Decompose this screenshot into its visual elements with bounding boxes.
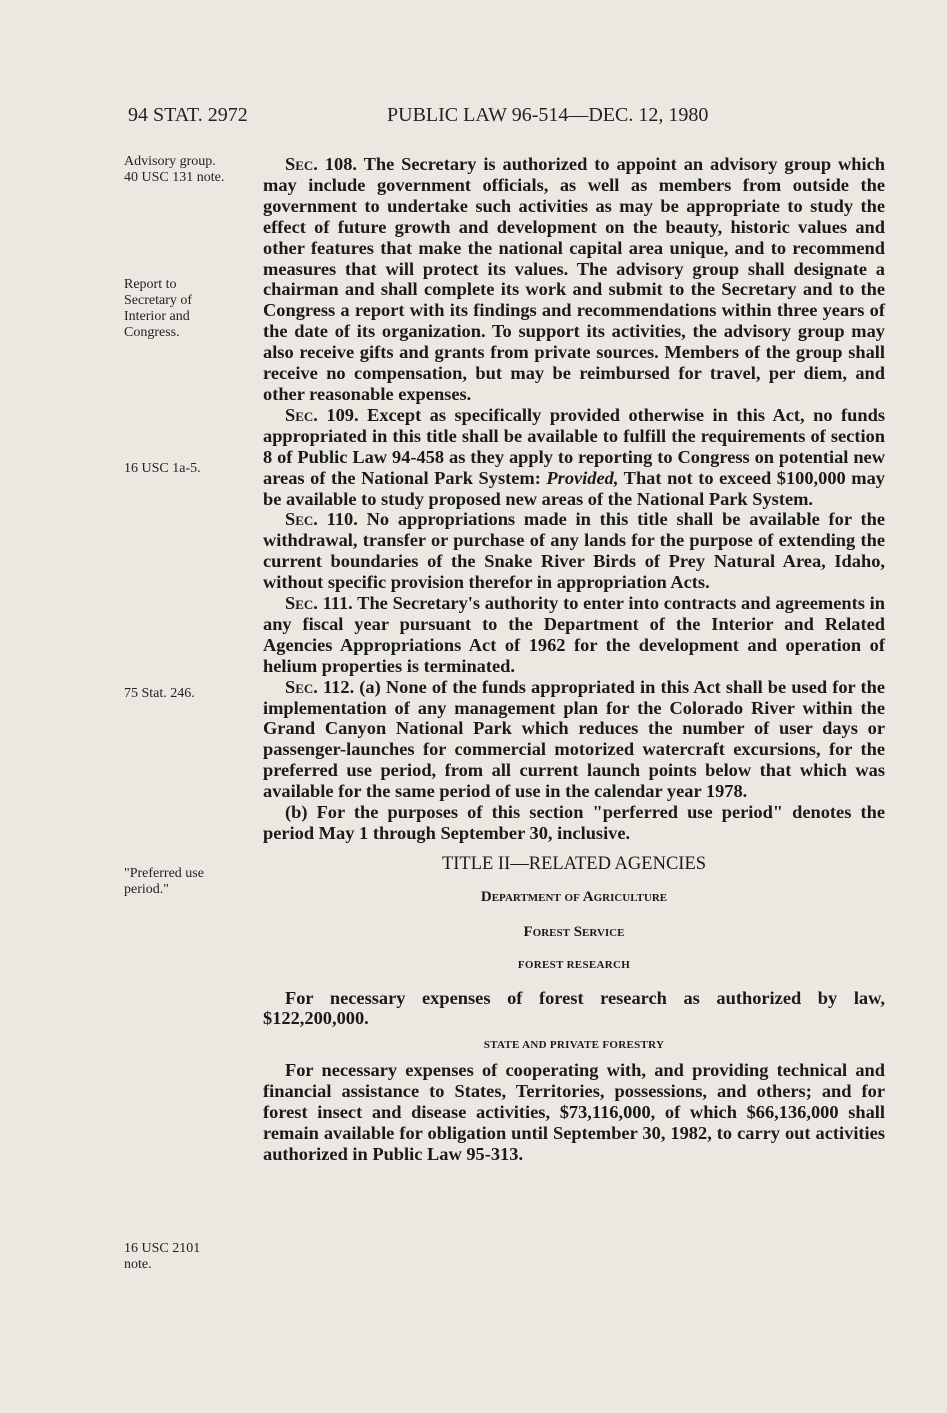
margin-note-line: 16 USC 2101: [124, 1241, 201, 1256]
forest-research-paragraph: For necessary expenses of forest research as authorized by law, $122,200,000.: [263, 987, 885, 1029]
section-108: [263, 154, 885, 405]
service-heading: Forest Service: [523, 923, 625, 940]
margin-note-16-usc-1a-5: [124, 461, 254, 477]
section-112: [263, 677, 885, 802]
section-label: Sec. 109.: [285, 404, 359, 425]
margin-note-line: 40 USC 131 note.: [124, 170, 225, 185]
public-law-title: PUBLIC LAW 96-514—DEC. 12, 1980: [387, 104, 709, 126]
section-111: [263, 593, 885, 677]
title-heading: TITLE II—RELATED AGENCIES: [441, 853, 707, 874]
section-label: Sec. 111.: [285, 593, 353, 614]
section-text: That not to exceed $100,000 may be available to study proposed new areas of the National Park System.: [263, 467, 886, 509]
section-112-b: (b) For the purposes of this section "perferred use period" denotes the period May 1 through September 30, inclusive.: [263, 802, 885, 843]
margin-note-line: 75 Stat. 246.: [124, 686, 195, 701]
provided-term: Provided,: [546, 467, 619, 488]
section-label: Sec. 112.: [285, 676, 355, 697]
main-text: [263, 154, 885, 1165]
margin-note-line: note.: [124, 1257, 152, 1272]
section-110: [263, 509, 885, 593]
margin-note-line: Interior and: [124, 309, 190, 324]
margin-note-advisory-group: [124, 154, 254, 186]
state-private-forestry-heading: STATE AND PRIVATE FORESTRY: [483, 1039, 665, 1052]
section-text: Except as specifically provided otherwise in this Act, no funds appropriated in this title shall be available to fulfill the requirements of section 8 of Public Law 94-458 as they apply to reporting to Congress on potential new areas of the National Park System:: [263, 404, 885, 488]
department-heading: Department of Agriculture: [480, 888, 668, 905]
margin-note-line: 16 USC 1a-5.: [124, 461, 201, 476]
section-text: No appropriations made in this title shall be available for the withdrawal, transfer or purchase of any lands for the purpose of extending the current boundaries of the Snake River Birds of Prey Natural Area, Idaho, without specific provision therefor in appropriation Acts.: [263, 509, 885, 593]
forest-research-heading: FOREST RESEARCH: [517, 958, 631, 971]
margin-note-line: Secretary of: [124, 293, 193, 308]
section-text: (a) None of the funds appropriated in this Act shall be used for the implementation of any management plan for the Colorado River within the Grand Canyon National Park which reduces the number of user days or passenger-launches for commercial motorized watercraft excursions, for the preferred use period, from all current launch points below that which was available for the same period of use in the calendar year 1978.: [263, 676, 885, 802]
margin-note-75-stat: [124, 686, 254, 702]
section-label: Sec. 110.: [285, 509, 358, 530]
margin-note-line: "Preferred use: [124, 866, 204, 881]
section-text: The Secretary is authorized to appoint an advisory group which may include government officials, as well as members from outside the government to undertake such activities as may be appropriate to study the effect of future growth and development on the beauty, historic values and other features that make the national capital area unique, and to recommend measures that will protect its values. The advisory group shall designate a chairman and shall complete its work and submit to the Secretary and to the Congress a report with its findings and recommendations within three years of the date of its organization. To support its activities, the advisory group may also receive gifts and grants from private sources. Members of the group shall receive no compensation, but may be reimbursed for travel, per diem, and other reasonable expenses.: [263, 154, 886, 404]
margin-note-16-usc-2101: [124, 1241, 254, 1273]
margin-note-line: Congress.: [124, 325, 180, 340]
margin-note-report: [124, 277, 254, 341]
margin-note-line: Advisory group.: [124, 154, 216, 169]
section-label: Sec. 108.: [285, 154, 357, 174]
state-private-forestry-paragraph: For necessary expenses of cooperating with, and providing technical and financial assistance to States, Territories, possessions, and others; and for forest insect and disease activities, $73,116,000, of which $66,136,000 shall remain available for obligation until September 30, 1982, to carry out activities authorized in Public Law 95-313.: [263, 1060, 885, 1164]
margin-note-line: Report to: [124, 277, 177, 292]
section-text: The Secretary's authority to enter into contracts and agreements in any fiscal year pursuant to the Department of the Interior and Related Agencies Appropriations Act of 1962 for the development and operation of helium properties is terminated.: [263, 593, 885, 676]
margin-note-preferred-use: [124, 866, 254, 898]
section-109: [263, 405, 885, 510]
stat-page-number: 94 STAT. 2972: [128, 104, 248, 126]
margin-note-line: period.": [124, 882, 169, 897]
